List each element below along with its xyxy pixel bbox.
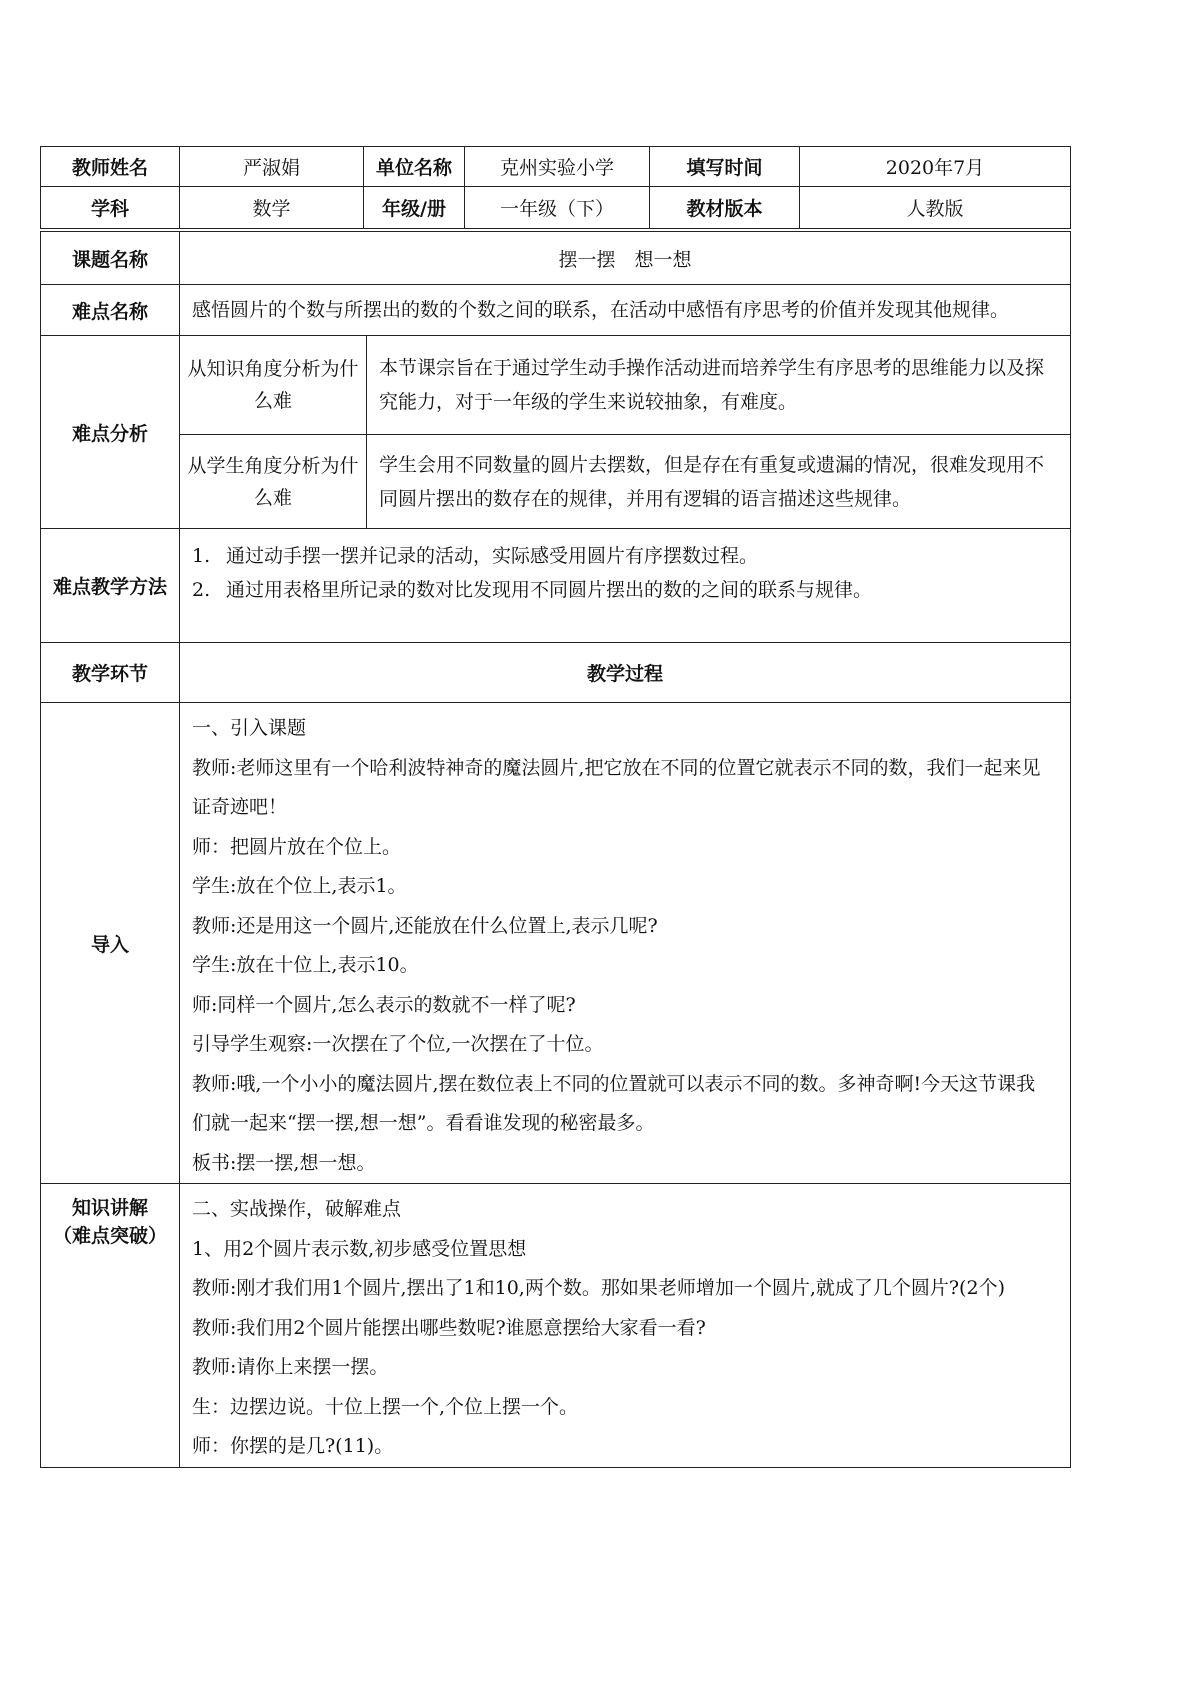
method-item: 2. 通过用表格里所记录的数对比发现用不同圆片摆出的数的之间的联系与规律。 [192, 579, 873, 601]
grade-value: 一年级（下） [465, 187, 650, 229]
knowledge-line: 二、实战操作，破解难点 [192, 1198, 402, 1220]
intro-content [180, 703, 1071, 1184]
edition-label: 教材版本 [650, 187, 800, 229]
method-list [180, 529, 1071, 643]
teacher-label: 教师姓名 [41, 147, 180, 187]
intro-line: 师:同样一个圆片,怎么表示的数就不一样了呢? [192, 993, 576, 1016]
method-label: 难点教学方法 [41, 529, 180, 643]
grade-label: 年级/册 [364, 187, 465, 229]
header-table [40, 146, 1071, 229]
intro-line: 一、引入课题 [192, 717, 307, 739]
intro-line: 教师:还是用这一个圆片,还能放在什么位置上,表示几呢? [192, 914, 658, 937]
knowledge-angle-label: 从知识角度分析为什么难 [180, 336, 367, 435]
difficulty-value: 感悟圆片的个数与所摆出的数的个数之间的联系，在活动中感悟有序思考的价值并发现其他规律。 [180, 285, 1071, 336]
intro-line: 板书:摆一摆,想一想。 [192, 1151, 376, 1174]
subject-value: 数学 [180, 187, 364, 229]
main-table [40, 231, 1071, 1468]
topic-label: 课题名称 [41, 232, 180, 285]
knowledge-label: 知识讲解 （难点突破） [41, 1184, 180, 1468]
intro-line: 引导学生观察:一次摆在了个位,一次摆在了十位。 [192, 1033, 604, 1055]
student-angle-label: 从学生角度分析为什么难 [180, 435, 367, 529]
knowledge-line: 1、用2个圆片表示数,初步感受位置思想 [192, 1237, 527, 1260]
date-value: 2020年7月 [800, 147, 1071, 187]
intro-line: 们就一起来“摆一摆,想一想”。看看谁发现的秘密最多。 [192, 1112, 655, 1134]
intro-line: 教师:哦,一个小小的魔法圆片,摆在数位表上不同的位置就可以表示不同的数。多神奇啊!今天这节课我 [192, 1072, 1036, 1095]
knowledge-line: 教师:我们用2个圆片能摆出哪些数呢?谁愿意摆给大家看一看? [192, 1316, 706, 1339]
subject-label: 学科 [41, 187, 180, 229]
intro-line: 师：把圆片放在个位上。 [192, 835, 402, 858]
student-angle-text: 学生会用不同数量的圆片去摆数，但是存在有重复或遗漏的情况，很难发现用不同圆片摆出的数存在的规律，并用有逻辑的语言描述这些规律。 [367, 435, 1071, 529]
stage-header: 教学环节 [41, 643, 180, 703]
intro-line: 学生:放在十位上,表示10。 [192, 954, 419, 976]
method-item: 1. 通过动手摆一摆并记录的活动，实际感受用圆片有序摆数过程。 [192, 545, 759, 567]
intro-label: 导入 [41, 703, 180, 1184]
knowledge-content [180, 1184, 1071, 1468]
intro-line: 学生:放在个位上,表示1。 [192, 875, 407, 897]
teacher-value: 严淑娟 [180, 147, 364, 187]
knowledge-line: 师：你摆的是几?(11)。 [192, 1435, 394, 1457]
analysis-label: 难点分析 [41, 336, 180, 529]
intro-line: 教师:老师这里有一个哈利波特神奇的魔法圆片,把它放在不同的位置它就表示不同的数，我们一起来见 [192, 756, 1041, 779]
date-label: 填写时间 [650, 147, 800, 187]
topic-value: 摆一摆 想一想 [180, 232, 1071, 285]
knowledge-line: 生：边摆边说。十位上摆一个,个位上摆一个。 [192, 1395, 579, 1418]
intro-line: 证奇迹吧！ [192, 796, 288, 818]
edition-value: 人教版 [800, 187, 1071, 229]
process-header: 教学过程 [180, 643, 1071, 703]
difficulty-label: 难点名称 [41, 285, 180, 336]
knowledge-line: 教师:刚才我们用1个圆片,摆出了1和10,两个数。那如果老师增加一个圆片,就成了几个圆片?(2个) [192, 1277, 1005, 1299]
knowledge-angle-text: 本节课宗旨在于通过学生动手操作活动进而培养学生有序思考的思维能力以及探究能力，对于一年级的学生来说较抽象，有难度。 [367, 336, 1071, 435]
unit-value: 克州实验小学 [465, 147, 650, 187]
unit-label: 单位名称 [364, 147, 465, 187]
knowledge-line: 教师:请你上来摆一摆。 [192, 1356, 389, 1378]
